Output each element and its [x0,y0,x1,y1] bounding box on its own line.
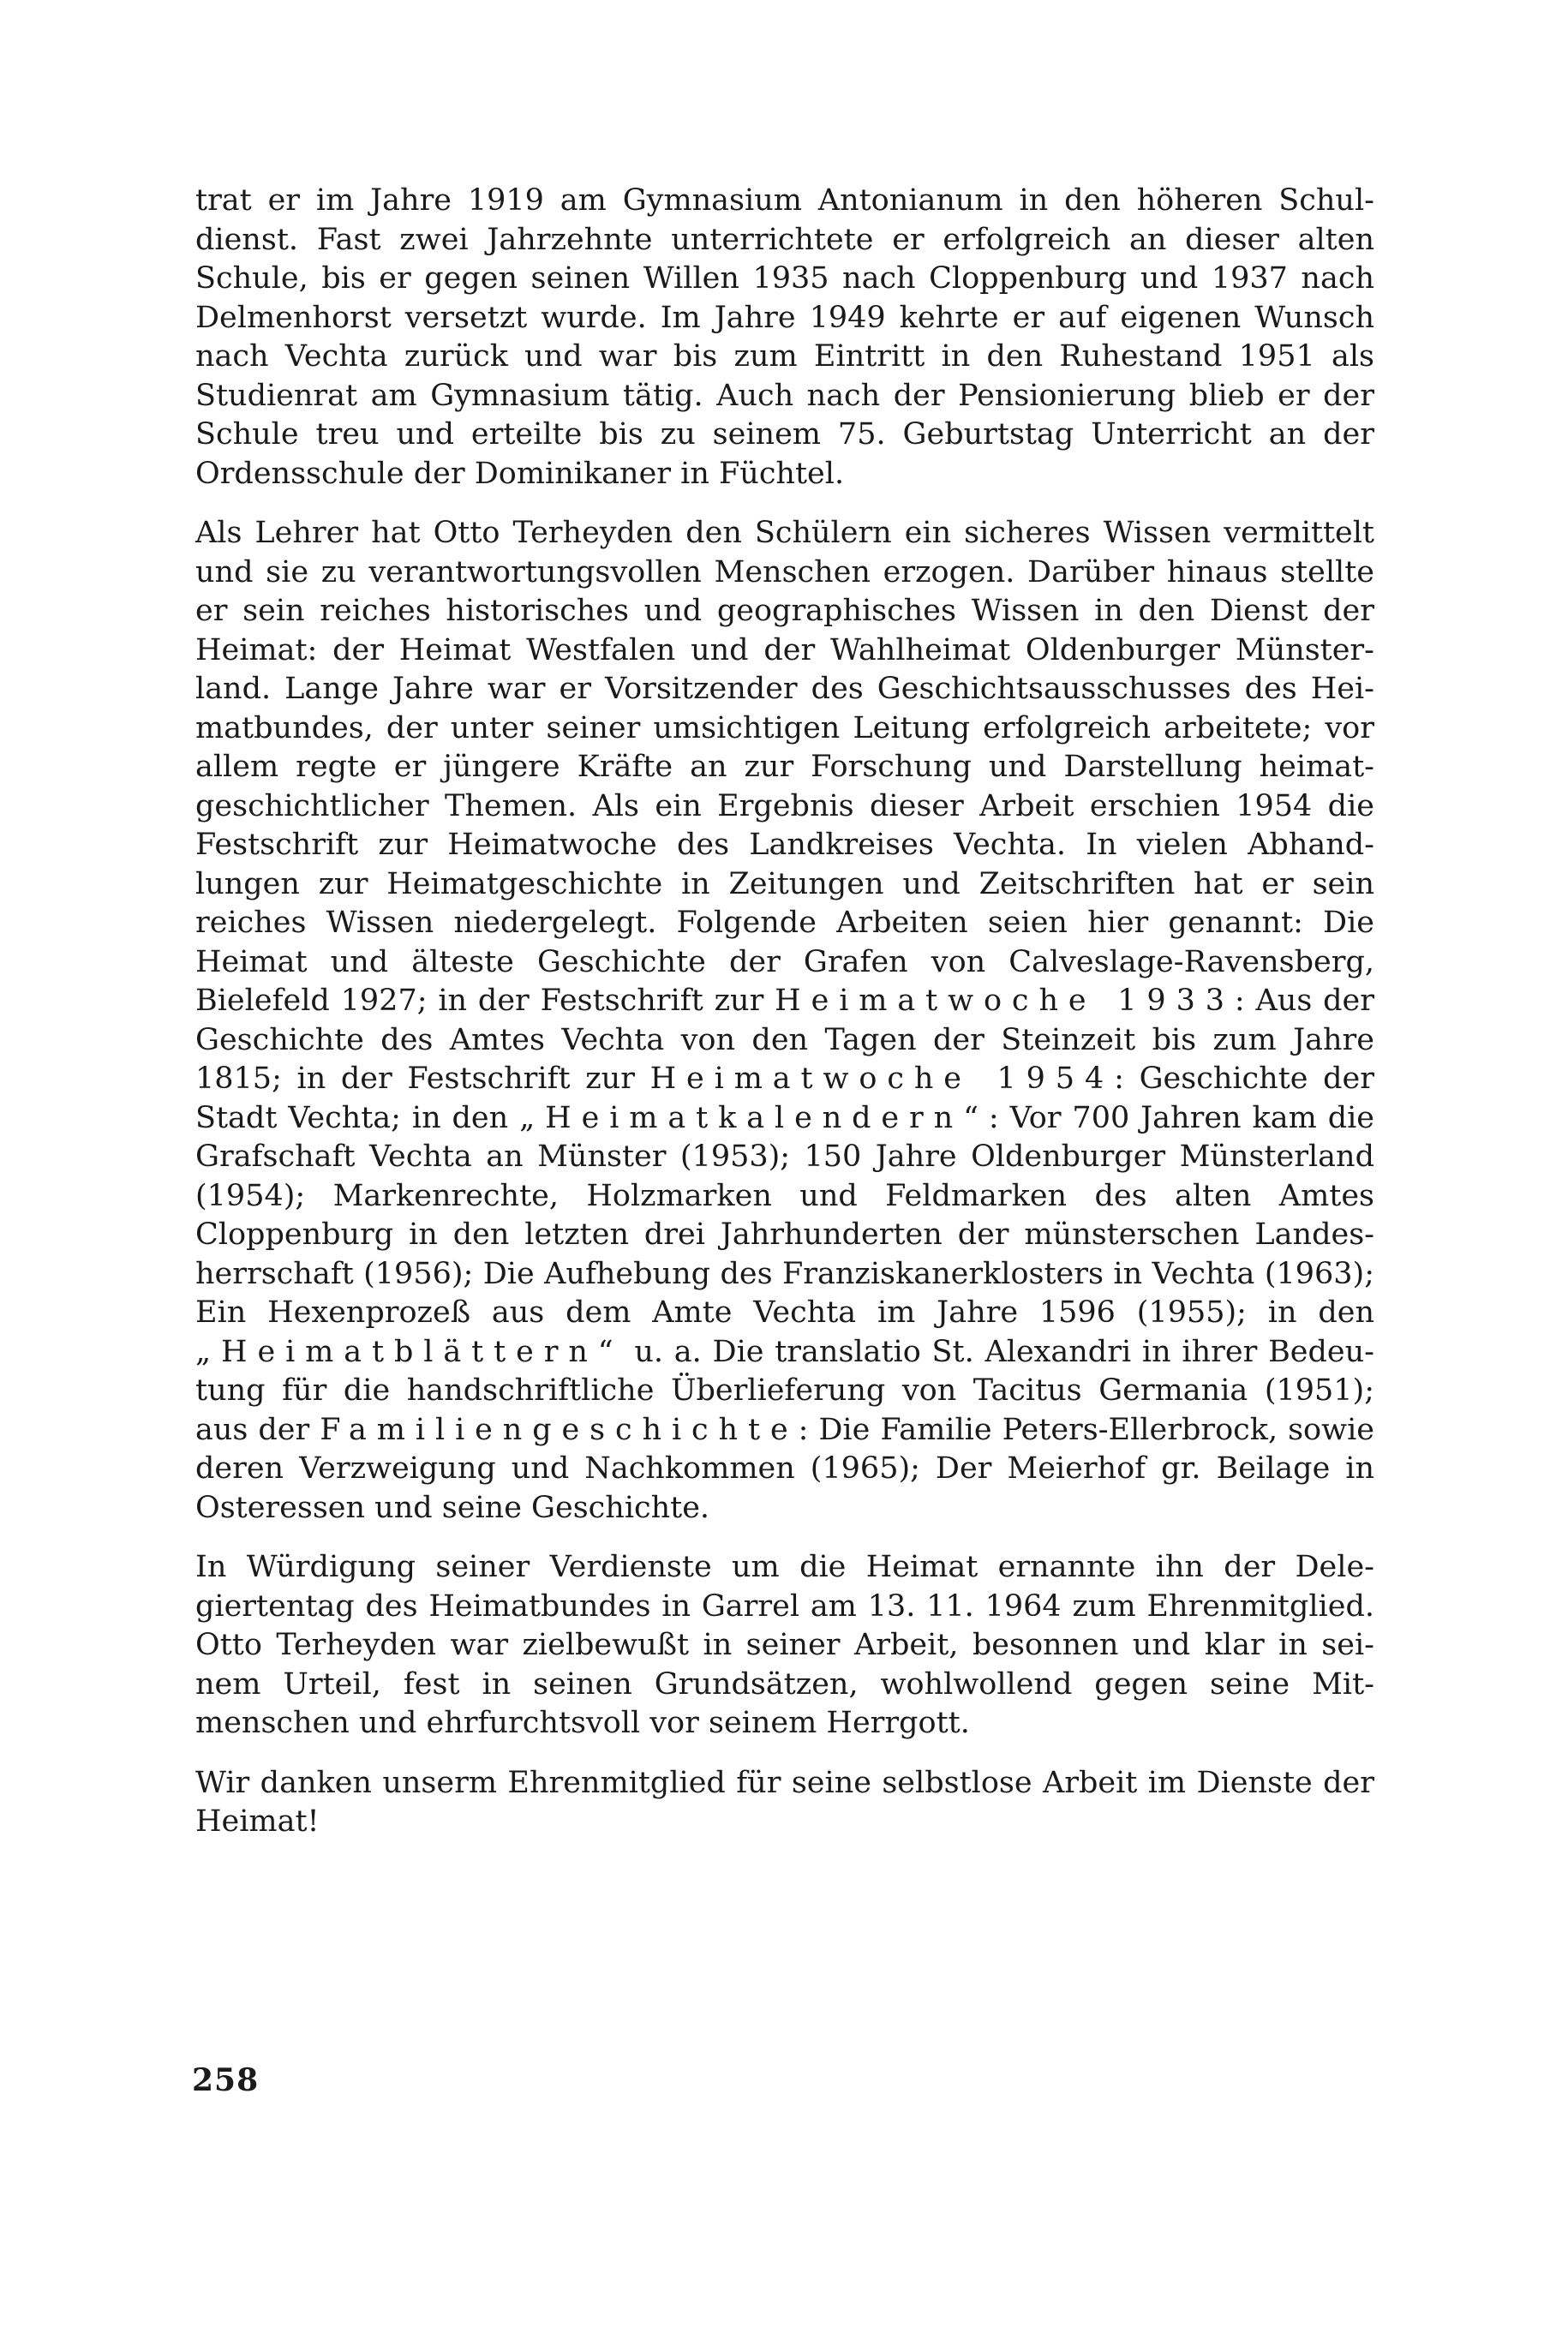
paragraph [195,514,1374,1528]
text-segment: u. a. Die translatio St. Alexandri in ihrer Bedeutung für die handschriftliche Überlieferung von Tacitus Germania (1951); aus der [195,1334,1374,1447]
paragraph [195,182,1374,494]
text-segment: trat er im Jahre 1919 am Gymnasium Antonianum in den höheren Schuldienst. Fast zwei Jahrzehnte unterrichtete er erfolgreich an dieser alten Schule, bis er gegen seinen Willen 1935 nach Cloppenburg und 1937 nach Delmenhorst versetzt wurde. Im Jahre 1949 kehrte er auf eigenen Wunsch nach Vechta zurück und war bis zum Eintritt in den Ruhestand 1951 als Studienrat am Gymnasium tätig. Auch nach der Pensionierung blieb er der Schule treu und erteilte bis zu seinem 75. Geburtstag Unterricht an der Ordensschule der Dominikaner in Füchtel. [195,183,1374,491]
spaced-emphasis: Heimatwoche 1954 [649,1062,1115,1096]
text-segment: : Aus der Geschichte des Amtes Vechta von den Tagen der Steinzeit bis zum Jahre 1815; in der Festschrift zur [195,984,1375,1096]
spaced-emphasis: „Heimatblättern“ [195,1334,624,1369]
paragraph [195,1764,1374,1842]
text-segment: : Geschichte der Stadt Vechta; in den [195,1062,1374,1135]
spaced-emphasis: „Heimatkalendern“ [519,1100,989,1135]
spaced-emphasis: Heimatwoche 1933 [775,984,1235,1018]
text-segment: Wir danken unserm Ehrenmitglied für seine selbstlose Arbeit im Dienste der Heimat! [195,1765,1374,1839]
text-segment: Als Lehrer hat Otto Terheyden den Schülern ein sicheres Wissen vermittelt und sie zu verantwortungsvollen Menschen erzogen. Darüber hinaus stellte er sein reiches historisches und geographisches Wissen in den Dienst der Heimat: der Heimat Westfalen und der Wahlheimat Oldenburger Münsterland. Lange Jahre war er Vorsitzender des Geschichtsausschusses des Heimatbundes, der unter seiner umsichtigen Leitung erfolgreich arbeitete; vor allem regte er jüngere Kräfte an zur Forschung und Darstellung heimatgeschichtlicher Themen. Als ein Ergebnis dieser Arbeit erschien 1954 die Festschrift zur Heimatwoche des Landkreises Vechta. In vielen Abhandlungen zur Heimatgeschichte in Zeitungen und Zeitschriften hat er sein reiches Wissen niedergelegt. Folgende Arbeiten seien hier genannt: Die Heimat und älteste Geschichte der Grafen von Calveslage-Ravensberg, Bielefeld 1927; in der Festschrift zur [195,516,1374,1018]
text-segment: : Vor 700 Jahren kam die Grafschaft Vechta an Münster (1953); 150 Jahre Oldenburger Münsterland (1954); Markenrechte, Holzmarken und Feldmarken des alten Amtes Cloppenburg in den letzten drei Jahrhunderten der münsterschen Landesherrschaft (1956); Die Aufhebung des Franziskanerklosters in Vechta (1963); Ein Hexenprozeß aus dem Amte Vechta im Jahre 1596 (1955); in den [195,1100,1375,1330]
text-segment: : Die Familie Peters-Ellerbrock, sowie deren Verzweigung und Nachkommen (1965); Der Meierhof gr. Beilage in Osteressen und seine Geschichte. [195,1412,1374,1525]
paragraph [195,1548,1374,1744]
spaced-emphasis: Familiengeschichte [320,1412,799,1447]
body-text [195,182,1374,1863]
page-number: 258 [192,2062,260,2098]
text-segment: In Würdigung seiner Verdienste um die Heimat ernannte ihn der Delegiertentag des Heimatbundes in Garrel am 13. 11. 1964 zum Ehrenmitglied. Otto Terheyden war zielbewußt in seiner Arbeit, besonnen und klar in seinem Urteil, fest in seinen Grundsätzen, wohlwollend gegen seine Mitmenschen und ehrfurchtsvoll vor seinem Herrgott. [195,1550,1374,1740]
